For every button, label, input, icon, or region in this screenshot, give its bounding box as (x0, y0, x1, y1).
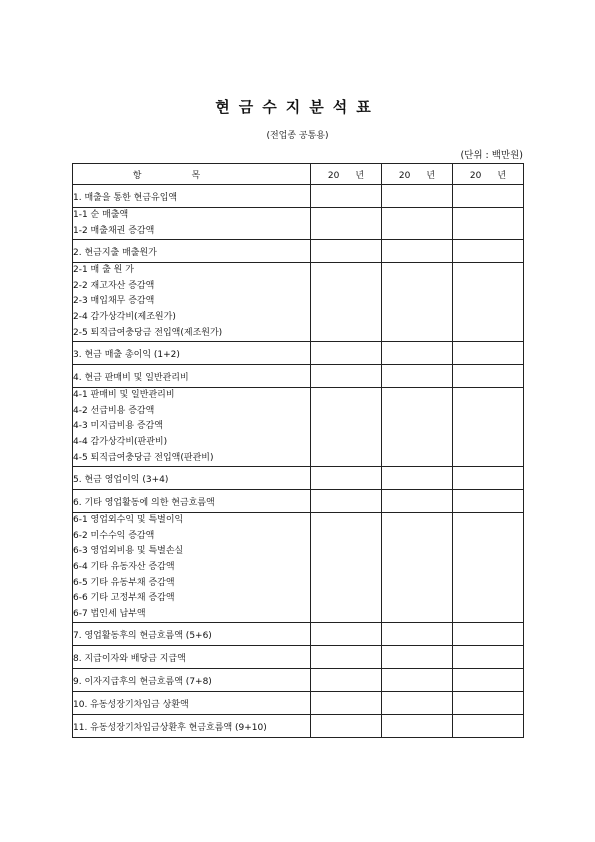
sub-items-row (73, 208, 524, 240)
value-cell (382, 185, 453, 208)
value-cell (453, 692, 524, 715)
value-cell (453, 490, 524, 513)
value-cell (311, 240, 382, 263)
value-cell (382, 467, 453, 490)
sub-item-label: 6-6 기타 고정부채 증감액 (73, 593, 175, 604)
value-cell (311, 646, 382, 669)
value-cell (453, 342, 524, 365)
sub-item-label: 4-2 선급비용 증감액 (73, 405, 155, 416)
value-cell (311, 513, 382, 623)
sub-item-label: 4-3 미지급비용 증감액 (73, 421, 163, 432)
page-title: 현금수지분석표 (215, 98, 380, 116)
value-cell (453, 240, 524, 263)
section-label: 4. 현금 판매비 및 일반관리비 (73, 365, 311, 388)
value-cell (382, 513, 453, 623)
section-row (73, 185, 524, 208)
value-cell (311, 490, 382, 513)
section-row (73, 365, 524, 388)
value-cell (382, 623, 453, 646)
sub-item-label: 2-4 감가상각비(제조원가) (73, 311, 176, 322)
value-cell (453, 467, 524, 490)
value-cell (311, 715, 382, 738)
value-cell (311, 388, 382, 467)
value-cell (311, 669, 382, 692)
sub-item-label: 1-2 매출채권 증감액 (73, 225, 155, 236)
section-row (73, 646, 524, 669)
value-cell (311, 623, 382, 646)
value-cell (382, 692, 453, 715)
header-year-2 (382, 164, 453, 185)
section-row (73, 490, 524, 513)
header-year-1 (311, 164, 382, 185)
section-row (73, 467, 524, 490)
section-label: 8. 지급이자와 배당금 지급액 (73, 646, 311, 669)
value-cell (311, 263, 382, 342)
sub-item-label: 4-5 퇴직급여충당금 전입액(판관비) (73, 452, 214, 463)
value-cell (382, 208, 453, 240)
header-row (73, 164, 524, 185)
section-label: 3. 현금 매출 총이익 (1+2) (73, 342, 311, 365)
page-subtitle: (전업종 공통용) (266, 131, 329, 141)
value-cell (382, 240, 453, 263)
value-cell (311, 185, 382, 208)
sub-items (73, 388, 311, 467)
sub-item-label: 6-3 영업외비용 및 특별손실 (73, 546, 184, 557)
sub-item-label: 2-1 매 출 원 가 (73, 265, 134, 276)
sub-items (73, 263, 311, 342)
cash-flow-table (72, 163, 524, 738)
year-number: 20 (398, 170, 411, 181)
section-label: 1. 매출을 통한 현금유입액 (73, 185, 311, 208)
value-cell (311, 342, 382, 365)
sub-item-label: 1-1 순 매출액 (73, 210, 129, 220)
section-row (73, 623, 524, 646)
sub-items-row (73, 513, 524, 623)
value-cell (453, 185, 524, 208)
section-label: 6. 기타 영업활동에 의한 현금흐름액 (73, 490, 311, 513)
value-cell (453, 646, 524, 669)
value-cell (311, 208, 382, 240)
sub-items-row (73, 388, 524, 467)
sub-item-label: 4-4 감가상각비(판관비) (73, 436, 168, 447)
sub-item-label: 4-1 판매비 및 일반관리비 (73, 390, 175, 401)
sub-item-label: 2-5 퇴직급여충당금 전입액(제조원가) (73, 327, 223, 338)
sub-item-label: 6-4 기타 유동자산 증감액 (73, 561, 175, 572)
value-cell (311, 365, 382, 388)
value-cell (382, 669, 453, 692)
value-cell (382, 365, 453, 388)
section-label: 9. 이자지급후의 현금흐름액 (7+8) (73, 669, 311, 692)
value-cell (453, 513, 524, 623)
year-number: 20 (469, 170, 482, 181)
value-cell (382, 342, 453, 365)
sub-items (73, 513, 311, 623)
value-cell (453, 208, 524, 240)
value-cell (453, 365, 524, 388)
value-cell (382, 490, 453, 513)
value-cell (311, 692, 382, 715)
section-row (73, 342, 524, 365)
section-row (73, 692, 524, 715)
section-label: 11. 유동성장기차입금상환후 현금흐름액 (9+10) (73, 715, 311, 738)
value-cell (453, 388, 524, 467)
section-label: 5. 현금 영업이익 (3+4) (73, 467, 311, 490)
value-cell (382, 646, 453, 669)
value-cell (453, 263, 524, 342)
year-suffix: 년 (426, 170, 436, 181)
value-cell (382, 715, 453, 738)
sub-item-label: 6-2 미수수익 증감액 (73, 530, 155, 541)
year-suffix: 년 (355, 170, 365, 181)
sub-item-label: 6-1 영업외수익 및 특별이익 (73, 515, 184, 526)
sub-item-label: 2-3 매입채무 증감액 (73, 296, 155, 307)
section-label: 10. 유동성장기차입금 상환액 (73, 692, 311, 715)
value-cell (453, 715, 524, 738)
value-cell (453, 623, 524, 646)
section-row (73, 669, 524, 692)
section-row (73, 240, 524, 263)
sub-items-row (73, 263, 524, 342)
sub-items (73, 208, 311, 240)
value-cell (382, 388, 453, 467)
section-label: 7. 영업활동후의 현금흐름액 (5+6) (73, 623, 311, 646)
year-number: 20 (327, 170, 340, 181)
section-label: 2. 현금지출 매출원가 (73, 240, 311, 263)
value-cell (382, 263, 453, 342)
section-row (73, 715, 524, 738)
value-cell (311, 467, 382, 490)
value-cell (453, 669, 524, 692)
sub-item-label: 2-2 재고자산 증감액 (73, 280, 155, 291)
sub-item-label: 6-7 법인세 납부액 (73, 608, 146, 619)
unit-label: (단위 : 백만원) (460, 150, 523, 161)
year-suffix: 년 (497, 170, 507, 181)
sub-item-label: 6-5 기타 유동부채 증감액 (73, 577, 175, 588)
header-year-3 (453, 164, 524, 185)
header-item: 항목 (73, 164, 311, 185)
